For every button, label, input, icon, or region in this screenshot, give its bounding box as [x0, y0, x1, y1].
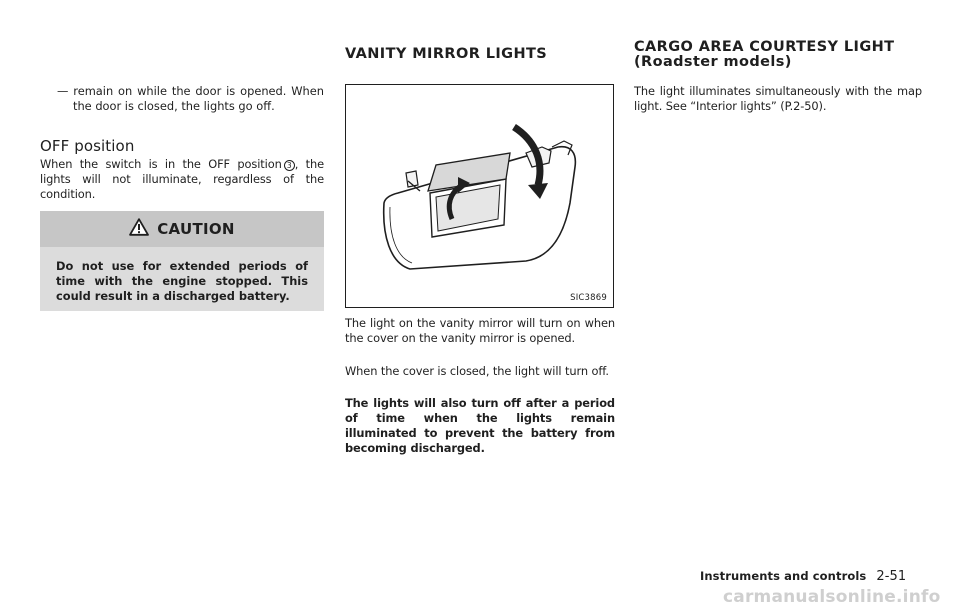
off-text-a: When the switch is in the OFF position: [40, 157, 282, 171]
off-position-heading: OFF position: [40, 137, 135, 155]
sun-visor-illustration: [346, 85, 613, 307]
caution-header: [40, 211, 324, 247]
off-position-text: [40, 157, 324, 202]
caution-box: [40, 211, 324, 311]
footer-section-title: Instruments and controls: [700, 569, 867, 583]
vanity-mirror-figure: [345, 84, 614, 308]
page-footer: [700, 569, 906, 584]
figure-code: SIC3869: [570, 293, 607, 303]
caution-text: Do not use for extended periods of time with the engine stopped. This could result in a discharged battery.: [56, 259, 308, 303]
cargo-heading-line1: CARGO AREA COURTESY LIGHT: [634, 39, 895, 55]
cargo-heading-line2: (Roadster models): [634, 54, 792, 70]
circled-number-3: 3: [284, 160, 295, 171]
off-text-b: , the lights will not illuminate, regardless of the condition.: [40, 157, 324, 201]
vanity-paragraph-2: When the cover is closed, the light will turn off.: [345, 364, 609, 378]
footer-page-number: 2-51: [876, 569, 907, 584]
cargo-paragraph: The light illuminates simultaneously with the map light. See “Interior lights” (P.2-50).: [634, 84, 922, 113]
vanity-paragraph-1: The light on the vanity mirror will turn on when the cover on the vanity mirror is opened.: [345, 316, 615, 345]
watermark: carmanualsonline.info: [723, 587, 941, 607]
warning-triangle-icon: [129, 218, 149, 240]
vanity-paragraph-3: The lights will also turn off after a period of time when the lights remain illuminated to prevent the battery from becoming discharged.: [345, 396, 615, 455]
cargo-light-heading: [634, 40, 934, 70]
vanity-mirror-heading: VANITY MIRROR LIGHTS: [345, 46, 548, 62]
caution-label: CAUTION: [157, 220, 235, 238]
bullet-remain-on: — remain on while the door is opened. When the door is closed, the lights go off.: [57, 84, 324, 113]
